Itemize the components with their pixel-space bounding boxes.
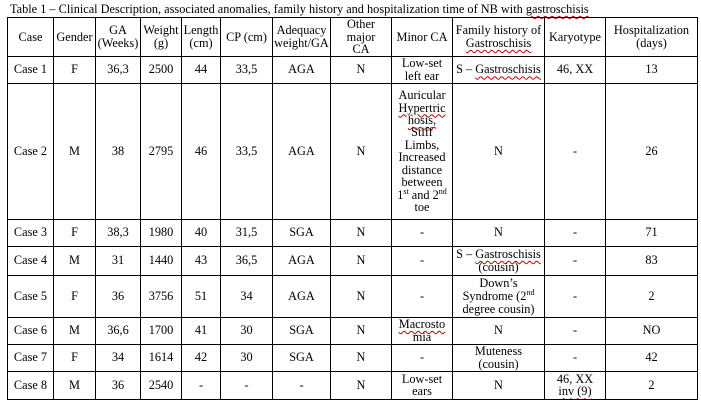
cell-other-ca: N: [331, 219, 392, 246]
cell-family-history: S – Gastroschisis: [453, 56, 545, 83]
table-row: [8, 344, 698, 371]
cell-karyotype: 46, XX inv (9): [545, 371, 606, 399]
cell-karyotype: -: [545, 219, 606, 246]
cell-cp: 30: [221, 344, 273, 371]
cell-other-ca: N: [331, 275, 392, 317]
cell-cp: 30: [221, 317, 273, 344]
cell-case: Case 5: [8, 275, 54, 317]
cell-adequacy: AGA: [273, 56, 331, 83]
header-weight: Weight (g): [141, 18, 182, 57]
cell-weight: 2500: [141, 56, 182, 83]
cell-adequacy: -: [273, 371, 331, 399]
cell-weight: 3756: [141, 275, 182, 317]
cell-family-history: S – Gastroschisis (cousin): [453, 246, 545, 275]
cell-minor-ca: Macrosto mia: [392, 317, 453, 344]
cell-ga: 38,3: [96, 219, 141, 246]
header-family-history: Family history of Gastroschisis: [453, 18, 545, 57]
header-other-ca: Other major CA: [331, 18, 392, 57]
header-cp: CP (cm): [221, 18, 273, 57]
cell-length: -: [182, 371, 221, 399]
cell-weight: 1614: [141, 344, 182, 371]
header-case: Case: [8, 18, 54, 57]
cell-length: 41: [182, 317, 221, 344]
cell-weight: 1440: [141, 246, 182, 275]
cell-cp: 36,5: [221, 246, 273, 275]
header-ga: GA (Weeks): [96, 18, 141, 57]
cell-case: Case 7: [8, 344, 54, 371]
cell-cp: 34: [221, 275, 273, 317]
table-row: [8, 83, 698, 219]
cell-case: Case 8: [8, 371, 54, 399]
cell-other-ca: N: [331, 56, 392, 83]
cell-weight: 1700: [141, 317, 182, 344]
table-caption: Table 1 – Clinical Description, associated anomalies, family history and hospitalization time of NB with gastroschisis: [10, 2, 589, 16]
cell-hospitalization: 42: [606, 344, 698, 371]
cell-weight: 1980: [141, 219, 182, 246]
cell-adequacy: SGA: [273, 317, 331, 344]
cell-ga: 36,6: [96, 317, 141, 344]
cell-cp: 33,5: [221, 56, 273, 83]
cell-hospitalization: 71: [606, 219, 698, 246]
cell-gender: F: [54, 275, 96, 317]
cell-minor-ca: -: [392, 275, 453, 317]
header-length: Length (cm): [182, 18, 221, 57]
cell-weight: 2540: [141, 371, 182, 399]
cell-gender: M: [54, 371, 96, 399]
cell-family-history: N: [453, 219, 545, 246]
cell-family-history: N: [453, 317, 545, 344]
cell-case: Case 3: [8, 219, 54, 246]
cell-karyotype: -: [545, 344, 606, 371]
cell-other-ca: N: [331, 371, 392, 399]
cell-cp: -: [221, 371, 273, 399]
header-row: [8, 18, 698, 57]
cell-hospitalization: NO: [606, 317, 698, 344]
cell-ga: 36: [96, 371, 141, 399]
cell-length: 46: [182, 83, 221, 219]
cell-other-ca: N: [331, 317, 392, 344]
cell-minor-ca: Auricular Hypertric hosis, Stiff Limbs, Increased distance between 1st and 2nd toe: [392, 83, 453, 219]
cell-family-history: Muteness (cousin): [453, 344, 545, 371]
cell-family-history: N: [453, 371, 545, 399]
table-row: [8, 56, 698, 83]
cell-hospitalization: 2: [606, 371, 698, 399]
cell-hospitalization: 83: [606, 246, 698, 275]
cell-length: 42: [182, 344, 221, 371]
cell-karyotype: -: [545, 83, 606, 219]
cell-case: Case 1: [8, 56, 54, 83]
cell-cp: 31,5: [221, 219, 273, 246]
cell-gender: F: [54, 56, 96, 83]
cell-ga: 36,3: [96, 56, 141, 83]
cell-minor-ca: Low-set ears: [392, 371, 453, 399]
header-gender: Gender: [54, 18, 96, 57]
cell-ga: 36: [96, 275, 141, 317]
cell-family-history: Down’s Syndrome (2nd degree cousin): [453, 275, 545, 317]
cell-weight: 2795: [141, 83, 182, 219]
cell-length: 40: [182, 219, 221, 246]
cell-karyotype: 46, XX: [545, 56, 606, 83]
table-row: [8, 246, 698, 275]
table-row: [8, 317, 698, 344]
table-row: [8, 219, 698, 246]
cell-hospitalization: 13: [606, 56, 698, 83]
cell-length: 51: [182, 275, 221, 317]
cell-minor-ca: -: [392, 219, 453, 246]
cell-length: 43: [182, 246, 221, 275]
cell-adequacy: AGA: [273, 83, 331, 219]
cell-minor-ca: -: [392, 344, 453, 371]
cell-hospitalization: 2: [606, 275, 698, 317]
cell-karyotype: -: [545, 317, 606, 344]
cell-hospitalization: 26: [606, 83, 698, 219]
header-minor-ca: Minor CA: [392, 18, 453, 57]
clinical-table: [7, 17, 698, 400]
caption-term: gastroschisis: [525, 2, 589, 16]
cell-gender: M: [54, 246, 96, 275]
cell-other-ca: N: [331, 246, 392, 275]
cell-ga: 38: [96, 83, 141, 219]
cell-case: Case 2: [8, 83, 54, 219]
cell-gender: M: [54, 83, 96, 219]
cell-gender: F: [54, 344, 96, 371]
cell-case: Case 4: [8, 246, 54, 275]
cell-gender: M: [54, 317, 96, 344]
cell-adequacy: AGA: [273, 275, 331, 317]
cell-length: 44: [182, 56, 221, 83]
cell-karyotype: -: [545, 275, 606, 317]
header-karyotype: Karyotype: [545, 18, 606, 57]
cell-adequacy: SGA: [273, 219, 331, 246]
cell-karyotype: -: [545, 246, 606, 275]
cell-other-ca: N: [331, 344, 392, 371]
table-row: [8, 371, 698, 399]
cell-ga: 34: [96, 344, 141, 371]
cell-family-history: N: [453, 83, 545, 219]
cell-adequacy: SGA: [273, 344, 331, 371]
cell-gender: F: [54, 219, 96, 246]
cell-other-ca: N: [331, 83, 392, 219]
header-adequacy: Adequacy weight/GA: [273, 18, 331, 57]
cell-case: Case 6: [8, 317, 54, 344]
table-row: [8, 275, 698, 317]
cell-adequacy: AGA: [273, 246, 331, 275]
cell-cp: 33,5: [221, 83, 273, 219]
cell-ga: 31: [96, 246, 141, 275]
cell-minor-ca: -: [392, 246, 453, 275]
header-hospitalization: Hospitalization (days): [606, 18, 698, 57]
cell-minor-ca: Low-set left ear: [392, 56, 453, 83]
